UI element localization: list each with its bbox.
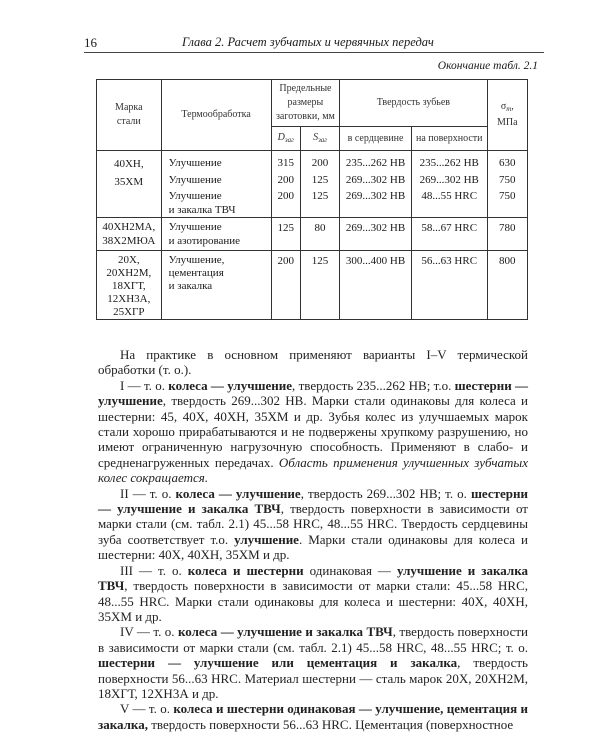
s-cell: 200 125 125 bbox=[300, 151, 339, 218]
treatment-cell: Улучшение, цементация и закалка bbox=[161, 251, 271, 320]
header-hardness: Твердость зубьев bbox=[340, 80, 487, 127]
running-header bbox=[84, 34, 544, 53]
paragraph-variant-3: III — т. о. колеса и шестерни одинаковая — улучшение и закалка ТВЧ, твердость поверхности в зависимости от марки стали: 45...58 HRC, 48...55 HRC. Марки стали одинаковы для колеса и шестерни: 40Х, 40ХН, 35ХМ и др. bbox=[98, 562, 528, 624]
header-grade: Марка стали bbox=[97, 80, 162, 151]
header-dimensions: Предельные размеры заготовки, мм bbox=[271, 80, 340, 127]
grade-cell: 40ХН, 35ХМ bbox=[97, 151, 162, 218]
paragraph-variant-1: I — т. о. колеса — улучшение, твердость 235...262 HB; т.о. шестерни — улучшение, твердость 269...302 HB. Марки стали одинаковы для колеса и шестерни: 45, 40Х, 40ХН, 35ХМ и др. Зубья колес из улучшаемых марок стали хорошо прирабатываются и не подвержены хрупкому разрушению, но имеют ограниченную нагрузочную способность. Применяют в слабо- и средненагруженных передачах. Область применения улучшенных зубчатых колес сокращается. bbox=[98, 377, 529, 486]
treatment-cell: Улучшение Улучшение Улучшение и закалка ТВЧ bbox=[161, 151, 271, 218]
yield-strength-cell: 780 bbox=[487, 218, 527, 251]
table-row bbox=[97, 218, 528, 251]
surface-hardness-cell: 58...67 HRC bbox=[411, 218, 487, 251]
yield-strength-cell: 630 750 750 bbox=[487, 151, 527, 218]
header-surface: на поверхности bbox=[411, 127, 487, 151]
table-caption: Окончание табл. 2.1 bbox=[437, 60, 538, 72]
s-cell: 125 bbox=[300, 251, 339, 320]
paragraph-intro: На практике в основном применяют варианты I–V термической обработки (т. о.). bbox=[98, 347, 528, 378]
header-yield-strength: $\sigma_т$, МПа bbox=[487, 80, 527, 151]
table-row bbox=[97, 151, 528, 218]
header-treatment: Термообработка bbox=[161, 80, 271, 151]
core-hardness-cell: 235...262 HB 269...302 HB 269...302 HB bbox=[340, 151, 412, 218]
table-row bbox=[97, 251, 528, 320]
surface-hardness-cell: 235...262 HB 269...302 HB 48...55 HRC bbox=[411, 151, 487, 218]
table-header-row bbox=[97, 80, 528, 127]
chapter-title: Глава 2. Расчет зубчатых и червячных передач bbox=[182, 35, 434, 49]
paragraph-variant-4: IV — т. о. колеса — улучшение и закалка ТВЧ, твердость поверхности в зависимости от марки стали (см. табл. 2.1) 45...58 HRC, 48...55 HRC; т. о. шестерни — улучшение или цементация и закалка, твердость поверхности 56...63 HRC. Материал шестерни — сталь марок 20Х, 20ХН2М, 18ХГТ, 12ХН3А и др. bbox=[98, 624, 529, 701]
d-cell: 125 bbox=[271, 218, 300, 251]
core-hardness-cell: 269...302 HB bbox=[340, 218, 412, 251]
paragraph-variant-2: II — т. о. колеса — улучшение, твердость 269...302 HB; т. о. шестерни — улучшение и закалка ТВЧ, твердость поверхности в зависимости от марки стали (см. табл. 2.1) 45...58 HRC, 48...55 HRC. Твердость сердцевины зуба соответствует т.о. улучшение. Марки стали одинаковы для колеса и шестерни: 40Х, 40ХН, 35ХМ и др. bbox=[98, 485, 528, 563]
paragraph-variant-5: V — т. о. колеса и шестерни одинаковая — улучшение, цементация и закалка, твердость поверхности 56...63 HRC. Цементация (поверхностное bbox=[98, 701, 529, 732]
s-cell: 80 bbox=[300, 218, 339, 251]
steel-properties-table bbox=[96, 79, 528, 320]
page-number: 16 bbox=[84, 35, 97, 50]
d-cell: 315 200 200 bbox=[271, 151, 300, 218]
surface-hardness-cell: 56...63 HRC bbox=[411, 251, 487, 320]
d-cell: 200 bbox=[271, 251, 300, 320]
grade-cell: 40ХН2МА, 38Х2МЮА bbox=[97, 218, 162, 251]
body-text bbox=[98, 347, 528, 732]
header-s: $S_{заг}$ bbox=[300, 127, 339, 151]
core-hardness-cell: 300...400 HB bbox=[340, 251, 412, 320]
header-d: $D_{заг}$ bbox=[271, 127, 300, 151]
grade-cell: 20Х, 20ХН2М, 18ХГТ, 12ХН3А, 25ХГР bbox=[97, 251, 162, 320]
treatment-cell: Улучшение и азотирование bbox=[161, 218, 271, 251]
yield-strength-cell: 800 bbox=[487, 251, 527, 320]
header-core: в сердцевине bbox=[340, 127, 412, 151]
